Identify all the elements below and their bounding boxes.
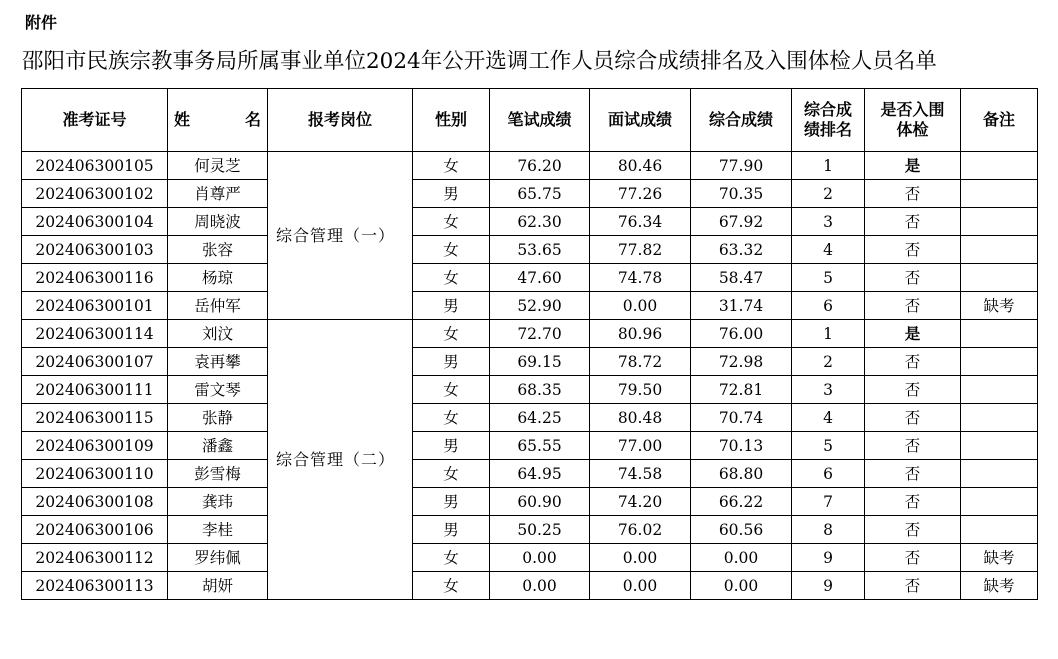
cell-remark: 缺考 — [961, 544, 1038, 572]
cell-gender: 女 — [413, 320, 490, 348]
table-body — [22, 152, 1038, 600]
cell-shortlist: 否 — [865, 572, 961, 600]
cell-exam-id: 202406300103 — [22, 236, 168, 264]
cell-total: 70.74 — [691, 404, 792, 432]
cell-gender: 女 — [413, 264, 490, 292]
cell-total: 76.00 — [691, 320, 792, 348]
cell-total: 60.56 — [691, 516, 792, 544]
table-row — [22, 180, 1038, 208]
cell-shortlist: 否 — [865, 404, 961, 432]
cell-remark — [961, 376, 1038, 404]
cell-interview: 78.72 — [590, 348, 691, 376]
cell-remark — [961, 264, 1038, 292]
cell-exam-id: 202406300102 — [22, 180, 168, 208]
cell-gender: 男 — [413, 180, 490, 208]
cell-name: 李桂 — [168, 516, 268, 544]
results-table — [21, 88, 1038, 600]
cell-name: 杨琼 — [168, 264, 268, 292]
cell-remark — [961, 404, 1038, 432]
cell-name: 彭雪梅 — [168, 460, 268, 488]
cell-shortlist: 是 — [865, 152, 961, 180]
cell-total: 70.13 — [691, 432, 792, 460]
cell-total: 70.35 — [691, 180, 792, 208]
cell-total: 0.00 — [691, 572, 792, 600]
cell-gender: 女 — [413, 404, 490, 432]
table-row — [22, 348, 1038, 376]
cell-exam-id: 202406300110 — [22, 460, 168, 488]
cell-name: 刘汶 — [168, 320, 268, 348]
cell-rank: 3 — [792, 376, 865, 404]
cell-shortlist: 否 — [865, 292, 961, 320]
table-row — [22, 572, 1038, 600]
cell-written: 65.75 — [490, 180, 590, 208]
cell-gender: 女 — [413, 544, 490, 572]
cell-exam-id: 202406300114 — [22, 320, 168, 348]
header-rank-line2: 绩排名 — [803, 120, 852, 139]
cell-remark — [961, 460, 1038, 488]
cell-written: 47.60 — [490, 264, 590, 292]
cell-remark — [961, 180, 1038, 208]
cell-gender: 女 — [413, 208, 490, 236]
table-row — [22, 264, 1038, 292]
attachment-label: 附件 — [25, 13, 58, 32]
cell-interview: 0.00 — [590, 544, 691, 572]
cell-exam-id: 202406300111 — [22, 376, 168, 404]
cell-exam-id: 202406300108 — [22, 488, 168, 516]
table-row — [22, 544, 1038, 572]
cell-interview: 74.58 — [590, 460, 691, 488]
cell-rank: 2 — [792, 348, 865, 376]
cell-exam-id: 202406300107 — [22, 348, 168, 376]
header-row — [22, 89, 1038, 152]
cell-interview: 77.82 — [590, 236, 691, 264]
cell-remark — [961, 516, 1038, 544]
cell-shortlist: 否 — [865, 516, 961, 544]
cell-written: 0.00 — [490, 572, 590, 600]
cell-interview: 74.20 — [590, 488, 691, 516]
cell-total: 77.90 — [691, 152, 792, 180]
cell-remark — [961, 348, 1038, 376]
cell-gender: 男 — [413, 516, 490, 544]
table-row — [22, 488, 1038, 516]
cell-shortlist: 否 — [865, 376, 961, 404]
header-rank — [792, 89, 865, 152]
cell-remark — [961, 320, 1038, 348]
table-row — [22, 236, 1038, 264]
cell-position: 综合管理（一） — [268, 152, 413, 320]
header-shortlist-line1: 是否入围 — [880, 100, 945, 119]
cell-interview: 0.00 — [590, 292, 691, 320]
table-row — [22, 320, 1038, 348]
cell-exam-id: 202406300101 — [22, 292, 168, 320]
cell-rank: 6 — [792, 292, 865, 320]
cell-interview: 76.34 — [590, 208, 691, 236]
cell-total: 0.00 — [691, 544, 792, 572]
cell-name: 岳仲军 — [168, 292, 268, 320]
table-row — [22, 516, 1038, 544]
header-remark: 备注 — [961, 89, 1038, 152]
cell-rank: 4 — [792, 236, 865, 264]
cell-rank: 3 — [792, 208, 865, 236]
cell-name: 雷文琴 — [168, 376, 268, 404]
cell-total: 63.32 — [691, 236, 792, 264]
cell-exam-id: 202406300104 — [22, 208, 168, 236]
cell-gender: 男 — [413, 488, 490, 516]
cell-remark — [961, 208, 1038, 236]
cell-exam-id: 202406300105 — [22, 152, 168, 180]
table-row — [22, 460, 1038, 488]
table-row — [22, 292, 1038, 320]
cell-exam-id: 202406300116 — [22, 264, 168, 292]
cell-remark — [961, 236, 1038, 264]
cell-remark: 缺考 — [961, 292, 1038, 320]
cell-gender: 女 — [413, 460, 490, 488]
document-title: 邵阳市民族宗教事务局所属事业单位2024年公开选调工作人员综合成绩排名及入围体检人员名单 — [22, 49, 937, 74]
cell-shortlist: 否 — [865, 460, 961, 488]
table-row — [22, 376, 1038, 404]
cell-interview: 77.00 — [590, 432, 691, 460]
cell-rank: 9 — [792, 544, 865, 572]
cell-written: 72.70 — [490, 320, 590, 348]
cell-written: 64.25 — [490, 404, 590, 432]
cell-interview: 76.02 — [590, 516, 691, 544]
cell-name: 胡妍 — [168, 572, 268, 600]
cell-rank: 2 — [792, 180, 865, 208]
cell-written: 65.55 — [490, 432, 590, 460]
header-interview: 面试成绩 — [590, 89, 691, 152]
cell-written: 68.35 — [490, 376, 590, 404]
cell-gender: 女 — [413, 236, 490, 264]
cell-written: 60.90 — [490, 488, 590, 516]
cell-name: 周晓波 — [168, 208, 268, 236]
cell-exam-id: 202406300109 — [22, 432, 168, 460]
cell-remark — [961, 488, 1038, 516]
cell-written: 62.30 — [490, 208, 590, 236]
cell-gender: 女 — [413, 152, 490, 180]
header-total: 综合成绩 — [691, 89, 792, 152]
cell-total: 31.74 — [691, 292, 792, 320]
header-name-right: 名 — [244, 110, 261, 129]
cell-interview: 0.00 — [590, 572, 691, 600]
cell-name: 张静 — [168, 404, 268, 432]
cell-total: 68.80 — [691, 460, 792, 488]
cell-written: 0.00 — [490, 544, 590, 572]
cell-written: 69.15 — [490, 348, 590, 376]
cell-shortlist: 否 — [865, 236, 961, 264]
cell-interview: 80.96 — [590, 320, 691, 348]
header-shortlist-line2: 体检 — [896, 120, 929, 139]
cell-written: 53.65 — [490, 236, 590, 264]
cell-written: 76.20 — [490, 152, 590, 180]
cell-name: 潘鑫 — [168, 432, 268, 460]
cell-shortlist: 否 — [865, 208, 961, 236]
cell-interview: 77.26 — [590, 180, 691, 208]
cell-total: 72.98 — [691, 348, 792, 376]
cell-shortlist: 否 — [865, 180, 961, 208]
cell-total: 58.47 — [691, 264, 792, 292]
cell-position: 综合管理（二） — [268, 320, 413, 600]
cell-remark — [961, 432, 1038, 460]
cell-shortlist: 否 — [865, 264, 961, 292]
cell-gender: 男 — [413, 432, 490, 460]
header-gender: 性别 — [413, 89, 490, 152]
cell-gender: 男 — [413, 348, 490, 376]
cell-rank: 8 — [792, 516, 865, 544]
cell-remark — [961, 152, 1038, 180]
cell-name: 何灵芝 — [168, 152, 268, 180]
header-name — [168, 89, 268, 152]
table-row — [22, 432, 1038, 460]
cell-total: 66.22 — [691, 488, 792, 516]
header-written: 笔试成绩 — [490, 89, 590, 152]
cell-interview: 79.50 — [590, 376, 691, 404]
table-row — [22, 208, 1038, 236]
table-row — [22, 404, 1038, 432]
table-row — [22, 152, 1038, 180]
cell-written: 52.90 — [490, 292, 590, 320]
cell-rank: 1 — [792, 152, 865, 180]
cell-total: 72.81 — [691, 376, 792, 404]
cell-gender: 男 — [413, 292, 490, 320]
cell-remark: 缺考 — [961, 572, 1038, 600]
cell-name: 张容 — [168, 236, 268, 264]
header-rank-line1: 综合成 — [803, 100, 852, 119]
cell-shortlist: 否 — [865, 544, 961, 572]
header-shortlist — [865, 89, 961, 152]
cell-rank: 6 — [792, 460, 865, 488]
cell-rank: 9 — [792, 572, 865, 600]
cell-exam-id: 202406300115 — [22, 404, 168, 432]
header-exam-id: 准考证号 — [22, 89, 168, 152]
cell-rank: 5 — [792, 264, 865, 292]
header-position: 报考岗位 — [268, 89, 413, 152]
cell-rank: 1 — [792, 320, 865, 348]
cell-gender: 女 — [413, 376, 490, 404]
cell-name: 袁再攀 — [168, 348, 268, 376]
cell-written: 50.25 — [490, 516, 590, 544]
cell-interview: 80.46 — [590, 152, 691, 180]
cell-name: 龚玮 — [168, 488, 268, 516]
cell-name: 罗纬佩 — [168, 544, 268, 572]
cell-exam-id: 202406300106 — [22, 516, 168, 544]
cell-rank: 4 — [792, 404, 865, 432]
cell-shortlist: 否 — [865, 432, 961, 460]
header-name-left: 姓 — [174, 110, 191, 129]
cell-interview: 74.78 — [590, 264, 691, 292]
cell-shortlist: 否 — [865, 348, 961, 376]
cell-exam-id: 202406300113 — [22, 572, 168, 600]
cell-shortlist: 是 — [865, 320, 961, 348]
cell-shortlist: 否 — [865, 488, 961, 516]
cell-gender: 女 — [413, 572, 490, 600]
cell-interview: 80.48 — [590, 404, 691, 432]
cell-written: 64.95 — [490, 460, 590, 488]
cell-rank: 7 — [792, 488, 865, 516]
cell-name: 肖尊严 — [168, 180, 268, 208]
cell-exam-id: 202406300112 — [22, 544, 168, 572]
cell-total: 67.92 — [691, 208, 792, 236]
cell-rank: 5 — [792, 432, 865, 460]
